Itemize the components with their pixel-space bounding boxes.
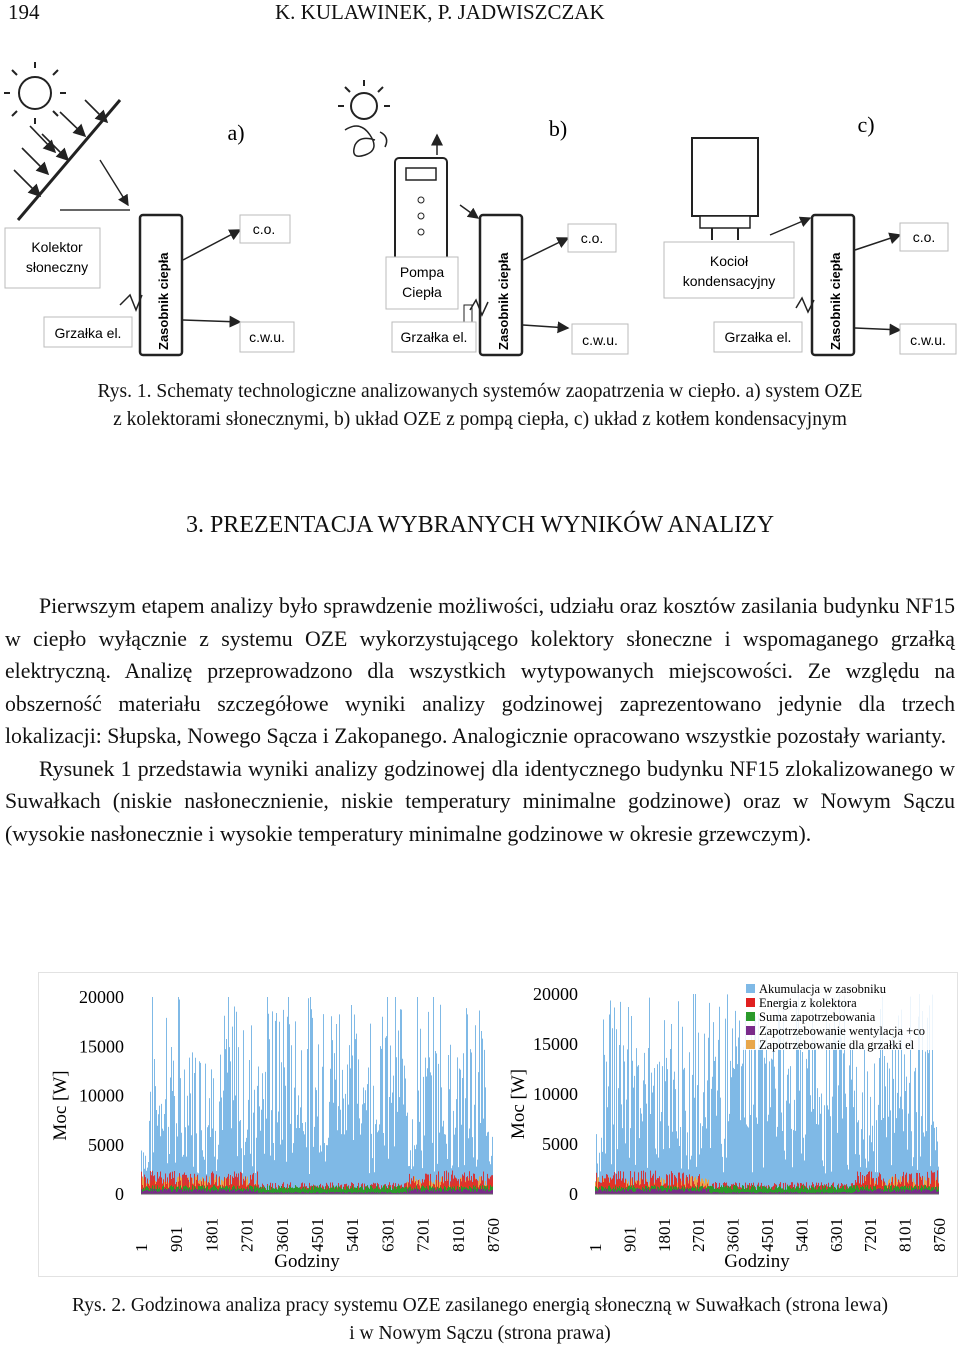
x-tick-label: 2701: [689, 1218, 709, 1252]
figure-1-caption: [0, 378, 960, 434]
legend-label: Zapotrzebowanie wentylacja +co: [759, 1024, 925, 1038]
x-tick-label: 7201: [413, 1218, 433, 1252]
boiler-label-2: kondensacyjny: [682, 273, 776, 289]
section-title: 3. PREZENTACJA WYBRANYCH WYNIKÓW ANALIZY: [185, 512, 775, 538]
figure-1-schematics: [0, 60, 960, 360]
sun-icon-b: [338, 80, 390, 119]
tank-b-label: Zasobnik ciepła: [496, 252, 511, 350]
figure-1-caption-line1: Rys. 1. Schematy technologiczne analizowanych systemów zaopatrzenia w ciepło. a) system OZE: [97, 381, 863, 402]
boiler-unit: [692, 138, 758, 216]
x-tick-label: 8101: [448, 1218, 468, 1252]
pump-label-1: Pompa: [399, 264, 445, 280]
figure-2-charts: [38, 972, 958, 1277]
running-header-authors: K. KULAWINEK, P. JADWISZCZAK: [275, 0, 605, 24]
y-tick-label: 5000: [542, 1134, 578, 1154]
tank-c-label: Zasobnik ciepła: [828, 252, 843, 350]
co-c-label: c.o.: [912, 229, 936, 245]
y-axis-label: Moc [W]: [50, 1070, 71, 1141]
figure-2-caption: [0, 1292, 960, 1348]
x-tick-label: 1: [132, 1243, 151, 1252]
y-tick-label: 20000: [533, 984, 578, 1004]
figure-2-caption-line2: i w Nowym Sączu (strona prawa): [349, 1323, 611, 1344]
boiler-label-box: [664, 242, 794, 298]
boiler-label-1: Kocioł: [709, 253, 749, 269]
legend-label: Zapotrzebowanie dla grzałki el: [759, 1038, 915, 1052]
co-a-label: c.o.: [252, 221, 276, 237]
x-tick-label: 2701: [237, 1218, 257, 1252]
legend-swatch: [746, 1026, 755, 1035]
x-tick-label: 8760: [930, 1218, 949, 1252]
x-tick-label: 4501: [308, 1218, 327, 1252]
x-axis-label: Godziny: [724, 1251, 790, 1272]
heater-b-label: Grzałka el.: [400, 329, 468, 345]
x-tick-label: 3601: [272, 1218, 292, 1252]
x-axis-label: Godziny: [274, 1251, 340, 1272]
y-tick-label: 0: [115, 1184, 124, 1204]
cwu-c-label: c.w.u.: [910, 332, 946, 348]
x-tick-label: 6301: [378, 1218, 398, 1252]
y-tick-label: 20000: [79, 987, 124, 1007]
y-axis-label: Moc [W]: [508, 1068, 529, 1140]
x-tick-label: 901: [620, 1226, 640, 1252]
y-tick-label: 5000: [88, 1134, 124, 1155]
y-tick-label: 0: [569, 1184, 578, 1204]
collector-label-1: Kolektor: [31, 239, 83, 255]
collector-label-2: słoneczny: [25, 259, 89, 275]
x-tick-label: 5401: [343, 1218, 363, 1252]
co-b-label: c.o.: [580, 230, 604, 246]
figure-1-caption-line2: z kolektorami słonecznymi, b) układ OZE z pompą ciepła, c) układ z kotłem kondensacyjnym: [113, 409, 847, 430]
x-tick-label: 7201: [861, 1218, 881, 1252]
panel-c-label: c): [857, 112, 875, 137]
x-tick-label: 901: [167, 1226, 187, 1252]
cwu-b-label: c.w.u.: [582, 332, 618, 348]
legend-swatch: [746, 998, 755, 1007]
panel-a-label: a): [227, 120, 245, 145]
y-tick-label: 10000: [79, 1085, 124, 1106]
x-tick-label: 8101: [895, 1218, 915, 1252]
x-tick-label: 1: [586, 1243, 605, 1252]
pump-label-2: Ciepła: [402, 284, 442, 300]
legend-swatch: [746, 1040, 755, 1049]
heater-a-label: Grzałka el.: [54, 325, 122, 341]
y-tick-label: 15000: [79, 1036, 124, 1057]
collector-label-box: [5, 228, 100, 288]
x-tick-label: 3601: [723, 1218, 743, 1252]
legend-swatch: [746, 984, 755, 993]
x-tick-label: 1801: [202, 1218, 222, 1252]
legend-label: Akumulacja w zasobniku: [759, 982, 887, 996]
paragraph-2: Rysunek 1 przedstawia wyniki analizy godzinowej dla identycznego budynku NF15 zlokalizowanego w Suwałkach (niskie nasłonecznienie, niskie temperatury minimalne godzinowe) oraz w Nowym Sączu (wysokie nasłonecznie i wysokie temperatury minimalne godzinowe w okresie grzewczym).: [5, 756, 955, 846]
x-tick-label: 6301: [826, 1218, 846, 1252]
sun-icon: [4, 62, 66, 124]
wind-icon: [345, 126, 387, 156]
figure-2-svg: [38, 972, 958, 1277]
tank-a-label: Zasobnik ciepła: [156, 252, 171, 350]
paragraph-1: Pierwszym etapem analizy było sprawdzenie możliwości, udziału oraz kosztów zasilania budynku NF15 w ciepło wyłącznie z systemu OZE wykorzystującego kolektory słoneczne i wspomaganego grzałką elektryczną. Analizę przeprowadzono dla wszystkich wytypowanych miejscowości. Ze względu na obszerność materiału szczegółowe wyniki analizy godzinowej zaprezentowano jedynie dla trzech lokalizacji: Słupska, Nowego Sącza i Zakopanego. Analogicznie opracowano wszystkie pozostały warianty.: [5, 594, 955, 748]
panel-b-label: b): [548, 116, 568, 141]
sun-rays-arrows: [14, 100, 107, 196]
x-tick-label: 8760: [484, 1218, 503, 1252]
body-text: [5, 590, 955, 850]
x-tick-label: 1801: [654, 1218, 674, 1252]
heater-c-label: Grzałka el.: [724, 329, 792, 345]
cwu-a-label: c.w.u.: [249, 329, 285, 345]
x-tick-label: 5401: [792, 1218, 812, 1252]
y-tick-label: 10000: [533, 1084, 578, 1104]
figure-1-svg: [0, 60, 960, 360]
figure-2-caption-line1: Rys. 2. Godzinowa analiza pracy systemu OZE zasilanego energią słoneczną w Suwałkach (strona lewa): [72, 1295, 888, 1316]
legend-swatch: [746, 1012, 755, 1021]
y-tick-label: 15000: [533, 1034, 578, 1054]
page-number: 194: [8, 0, 40, 24]
legend-label: Suma zapotrzebowania: [759, 1010, 876, 1024]
x-tick-label: 4501: [758, 1218, 777, 1252]
legend-label: Energia z kolektora: [759, 996, 857, 1010]
